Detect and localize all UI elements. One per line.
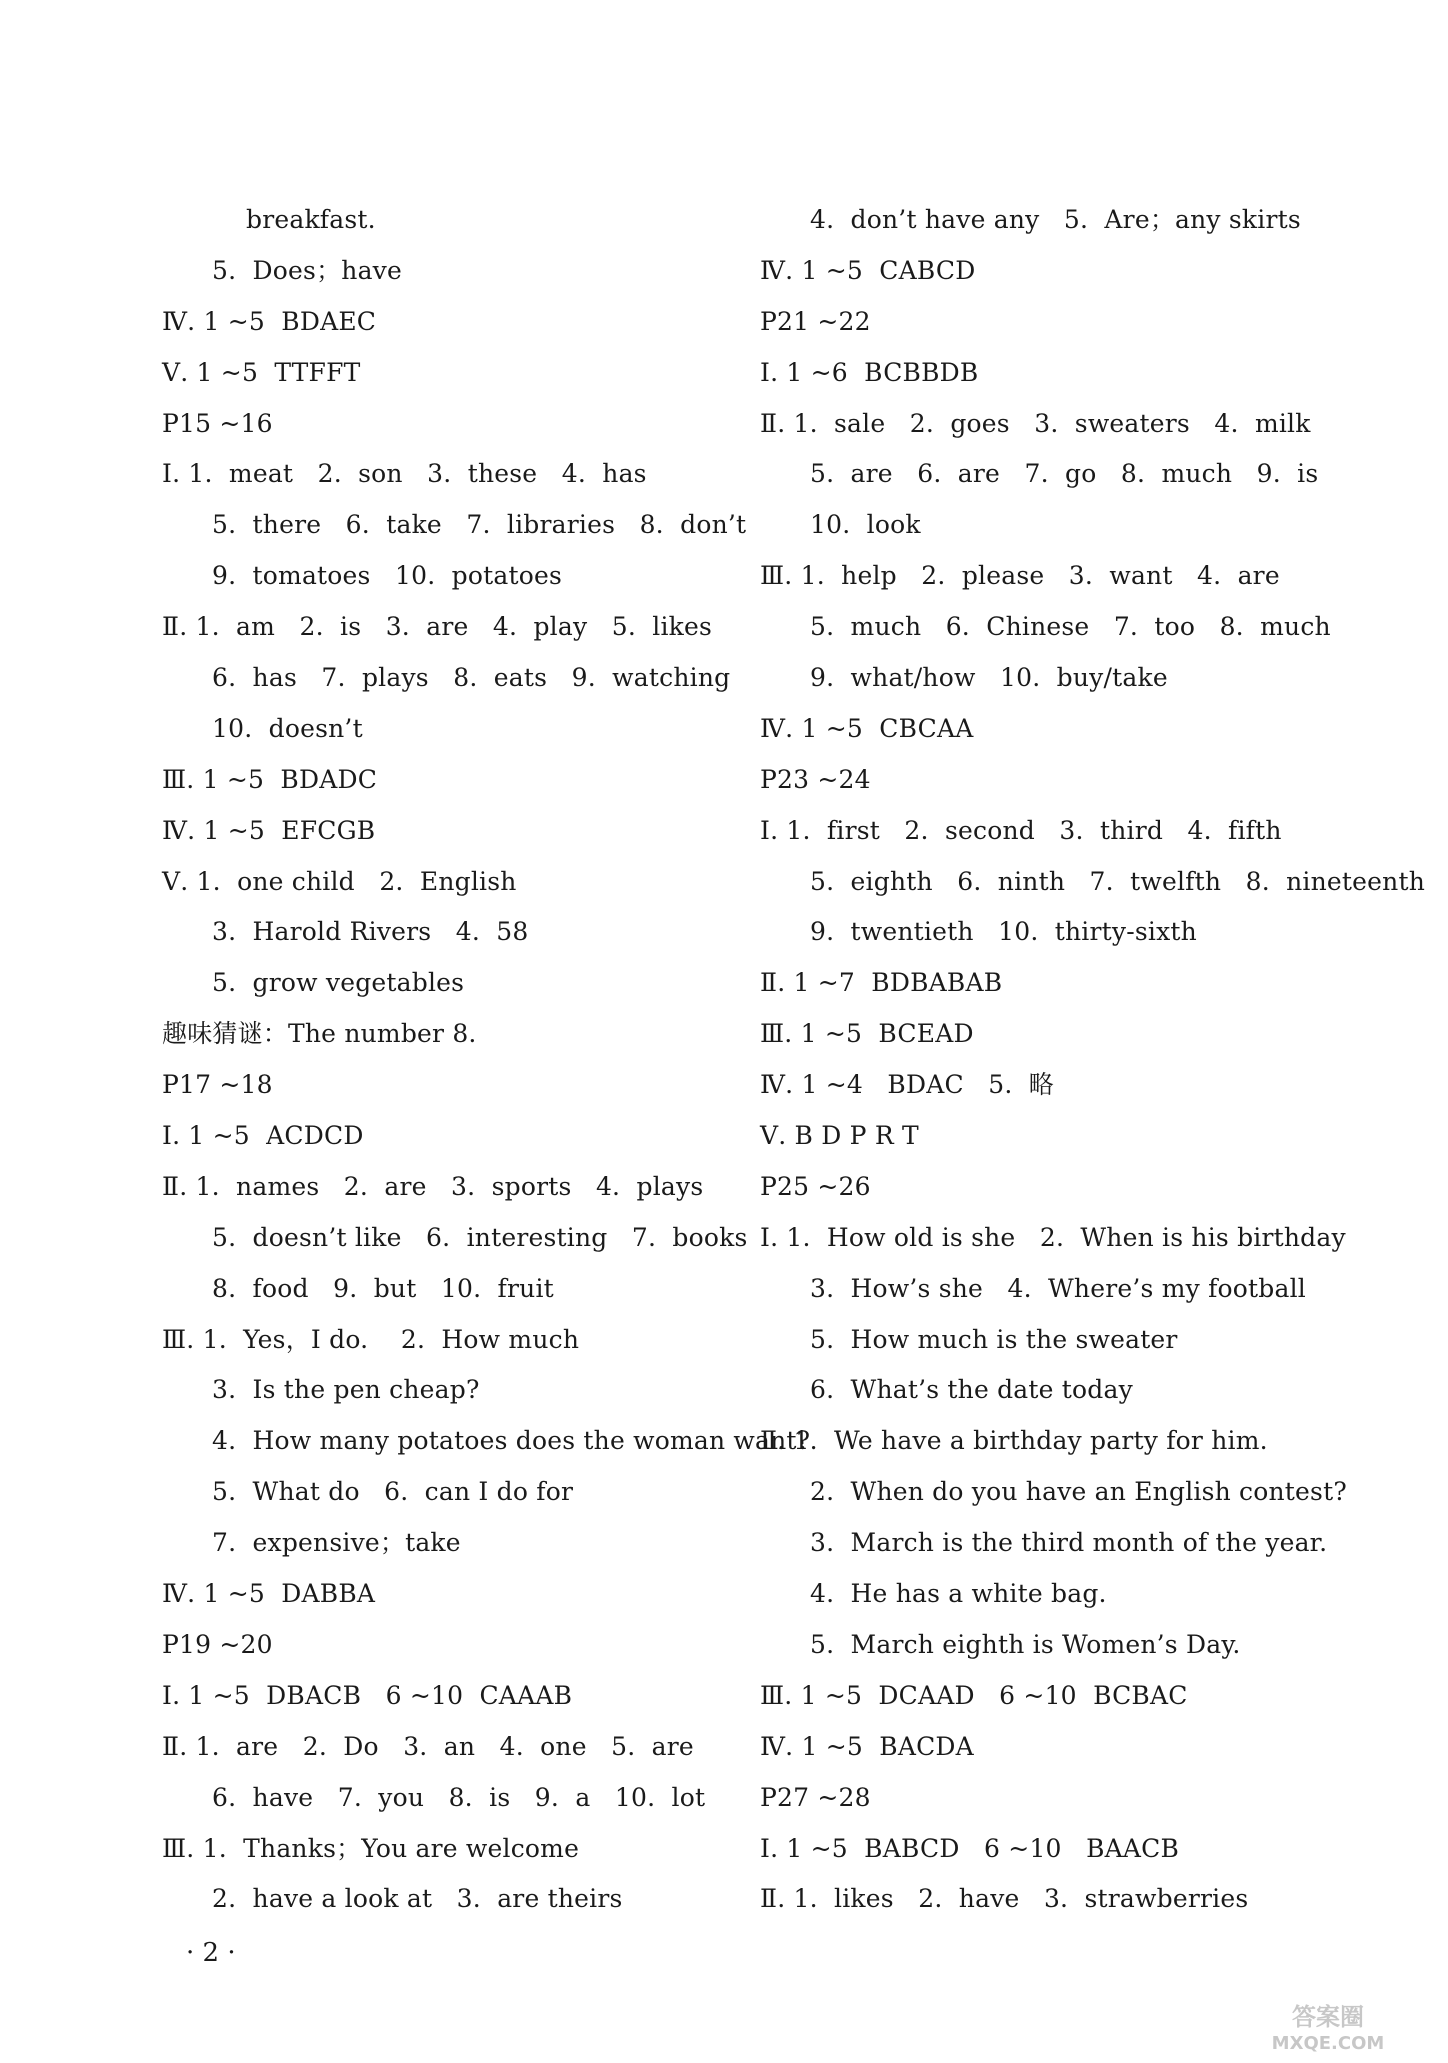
answer-line: Ⅱ. 1. am 2. is 3. are 4. play 5. likes	[162, 612, 713, 642]
answer-line: P19 ~20	[162, 1629, 273, 1659]
answer-line: 3. How’s she 4. Where’s my football	[810, 1273, 1306, 1303]
answer-line: Ⅲ. 1. help 2. please 3. want 4. are	[760, 561, 1280, 591]
answer-line: Ⅱ. 1. We have a birthday party for him.	[760, 1426, 1268, 1456]
answer-line: 5. Does；have	[212, 255, 402, 285]
answer-line: 2. When do you have an English contest?	[810, 1477, 1347, 1507]
answer-line: Ⅲ. 1 ~5 BDADC	[162, 764, 378, 794]
answer-line: 6. have 7. you 8. is 9. a 10. lot	[212, 1782, 706, 1812]
answer-line: 5. there 6. take 7. libraries 8. don’t	[212, 510, 747, 540]
answer-line: Ⅲ. 1 ~5 DCAAD 6 ~10 BCBAC	[760, 1680, 1188, 1710]
answer-line: 5. doesn’t like 6. interesting 7. books	[212, 1222, 748, 1252]
answer-line: Ⅰ. 1. first 2. second 3. third 4. fifth	[760, 815, 1282, 845]
answer-line: 10. doesn’t	[212, 713, 363, 743]
page-number: · 2 ·	[186, 1938, 236, 1968]
answer-line: Ⅰ. 1 ~5 ACDCD	[162, 1121, 364, 1151]
answer-line: 3. March is the third month of the year.	[810, 1528, 1328, 1558]
answer-line: 6. What’s the date today	[810, 1375, 1133, 1405]
answer-line: Ⅱ. 1 ~7 BDBABAB	[760, 968, 1003, 998]
answer-line: Ⅱ. 1. names 2. are 3. sports 4. plays	[162, 1171, 704, 1201]
answer-line: 5. much 6. Chinese 7. too 8. much	[810, 612, 1331, 642]
answer-line: P17 ~18	[162, 1070, 273, 1100]
answer-line: Ⅳ. 1 ~5 CBCAA	[760, 713, 974, 743]
answer-line: 趣味猜谜：The number 8.	[162, 1019, 477, 1049]
answer-line: 7. expensive；take	[212, 1528, 461, 1558]
answer-line: 6. has 7. plays 8. eats 9. watching	[212, 663, 731, 693]
answer-line: 4. He has a white bag.	[810, 1579, 1107, 1609]
answer-line: 5. eighth 6. ninth 7. twelfth 8. nineteenth	[810, 866, 1426, 896]
answer-line: Ⅲ. 1. Yes，I do. 2. How much	[162, 1324, 580, 1354]
watermark-logo	[1228, 1999, 1428, 2055]
answer-line: Ⅲ. 1. Thanks；You are welcome	[162, 1833, 580, 1863]
answer-line: 5. How much is the sweater	[810, 1324, 1178, 1354]
answer-line: Ⅳ. 1 ~5 BACDA	[760, 1731, 974, 1761]
answer-line: 3. Is the pen cheap?	[212, 1375, 480, 1405]
right-answer-column	[760, 195, 1426, 1925]
answer-line: 5. March eighth is Women’s Day.	[810, 1629, 1241, 1659]
left-answer-column	[162, 195, 811, 1925]
answer-line: 4. don’t have any 5. Are；any skirts	[810, 205, 1301, 234]
answer-line: 5. grow vegetables	[212, 968, 465, 998]
answer-line: Ⅴ. 1 ~5 TTFFT	[162, 357, 361, 387]
answer-line: 5. What do 6. can I do for	[212, 1477, 574, 1507]
answer-line: Ⅰ. 1. meat 2. son 3. these 4. has	[162, 459, 647, 489]
answer-line: Ⅰ. 1 ~5 DBACB 6 ~10 CAAAB	[162, 1680, 573, 1710]
answer-line: P27 ~28	[760, 1782, 871, 1812]
answer-line: Ⅱ. 1. are 2. Do 3. an 4. one 5. are	[162, 1731, 694, 1761]
answer-line: 8. food 9. but 10. fruit	[212, 1273, 554, 1303]
answer-line: Ⅱ. 1. likes 2. have 3. strawberries	[760, 1884, 1249, 1914]
answer-line: 10. look	[810, 510, 921, 540]
answer-line: 4. How many potatoes does the woman want?	[212, 1426, 811, 1456]
answer-line: 9. twentieth 10. thirty-sixth	[810, 917, 1197, 947]
answer-line: Ⅰ. 1. How old is she 2. When is his birthday	[760, 1222, 1346, 1252]
answer-line: 3. Harold Rivers 4. 58	[212, 917, 529, 947]
answer-line: Ⅳ. 1 ~5 EFCGB	[162, 815, 376, 845]
answer-line: Ⅰ. 1 ~5 BABCD 6 ~10 BAACB	[760, 1833, 1180, 1863]
answer-line: P15 ~16	[162, 408, 273, 438]
answer-line: Ⅳ. 1 ~4 BDAC 5. 略	[760, 1070, 1054, 1100]
answer-line: breakfast.	[246, 205, 376, 234]
watermark-url: MXQE.COM	[1271, 2033, 1385, 2054]
answer-line: Ⅴ. B D P R T	[760, 1121, 919, 1151]
answer-line: Ⅴ. 1. one child 2. English	[162, 866, 517, 896]
answer-line: Ⅳ. 1 ~5 BDAEC	[162, 306, 377, 336]
answer-line: P21 ~22	[760, 306, 871, 336]
answer-line: Ⅱ. 1. sale 2. goes 3. sweaters 4. milk	[760, 408, 1311, 438]
answer-line: P25 ~26	[760, 1171, 871, 1201]
answer-line: Ⅰ. 1 ~6 BCBBDB	[760, 357, 979, 387]
answer-line: 9. tomatoes 10. potatoes	[212, 561, 562, 591]
answer-line: Ⅲ. 1 ~5 BCEAD	[760, 1019, 974, 1049]
answer-line: 5. are 6. are 7. go 8. much 9. is	[810, 459, 1319, 489]
answer-line: 9. what/how 10. buy/take	[810, 663, 1168, 693]
watermark-text: 答案圈	[1292, 2003, 1364, 2031]
answer-line: 2. have a look at 3. are theirs	[212, 1884, 623, 1914]
answer-line: Ⅳ. 1 ~5 DABBA	[162, 1579, 376, 1609]
answer-line: Ⅳ. 1 ~5 CABCD	[760, 255, 976, 285]
answer-line: P23 ~24	[760, 764, 871, 794]
